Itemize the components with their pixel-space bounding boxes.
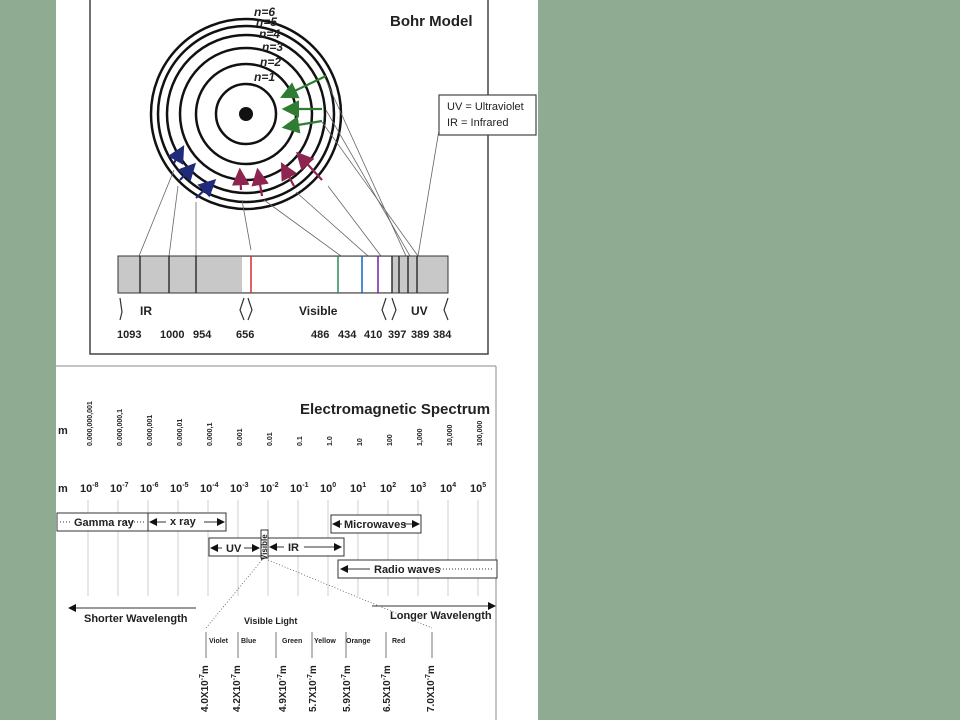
legend-ir: IR = Infrared: [447, 117, 509, 129]
color-wavelength-label: $4.0X10^{-7}m$: [199, 665, 211, 712]
power-tick-label: $10^1$: [350, 482, 367, 495]
power-tick-label: $10^{-1}$: [290, 482, 309, 495]
wl-486: 486: [311, 329, 330, 341]
region-label-ir: IR: [140, 304, 152, 318]
region-brackets: [120, 298, 448, 320]
power-tick-label: $10^{-3}$: [230, 482, 249, 495]
power-tick-label: $10^0$: [320, 482, 337, 495]
power-tick-label: $10^2$: [380, 482, 397, 495]
region-label-visible: Visible: [299, 304, 338, 318]
power-tick-label: $10^{-7}$: [110, 482, 129, 495]
power-tick-label: $10^{-5}$: [170, 482, 189, 495]
power-tick-label: $10^{-8}$: [80, 482, 99, 495]
nucleus: [239, 107, 253, 121]
band-label-radio: Radio waves: [374, 564, 441, 576]
power-tick-label: $10^4$: [440, 482, 457, 495]
decimal-tick-label: 0.000,1: [207, 422, 214, 446]
visible-wavelengths: [199, 665, 437, 712]
wl-1093: 1093: [117, 329, 142, 341]
wl-397: 397: [388, 329, 407, 341]
color-wavelength-label: $4.2X10^{-7}m$: [231, 665, 243, 712]
figure-sheet: [56, 0, 538, 720]
orbit-label-1: n=1: [254, 70, 276, 84]
color-label: Green: [282, 638, 303, 645]
power-tick-label: $10^3$: [410, 482, 427, 495]
wl-384: 384: [433, 329, 452, 341]
band-label-uv: UV: [226, 543, 242, 555]
orbit-label-2: n=2: [260, 55, 282, 69]
color-wavelength-label: $7.0X10^{-7}m$: [425, 665, 437, 712]
power-tick-label: $10^{-6}$: [140, 482, 159, 495]
orbit-label-4: n=4: [259, 27, 281, 41]
power-unit-label: m: [58, 483, 68, 495]
color-wavelength-label: $6.5X10^{-7}m$: [381, 665, 393, 712]
power-tick-label: $10^{-2}$: [260, 482, 279, 495]
em-panel: [56, 366, 497, 720]
band-label-microwaves: Microwaves: [344, 519, 407, 531]
orbit-label-6: n=6: [254, 5, 276, 19]
decimal-tick-label: 0.001: [237, 428, 244, 446]
color-label: Violet: [209, 638, 228, 645]
wl-389: 389: [411, 329, 430, 341]
decimal-tick-label: 0.01: [267, 432, 274, 446]
decimal-tick-label: 0.000,001: [147, 414, 154, 446]
wavelength-labels: [117, 329, 452, 341]
orbit-label-3: n=3: [262, 40, 284, 54]
decimal-tick-label: 1,000: [417, 428, 424, 446]
visible-region-fill: [242, 257, 392, 292]
color-label: Red: [392, 638, 406, 645]
power-tick-label: $10^5$: [470, 482, 487, 495]
decimal-tick-label: 0.1: [297, 436, 304, 446]
decimal-tick-label: 10,000: [447, 424, 454, 446]
em-title: Electromagnetic Spectrum: [300, 401, 491, 418]
decimal-tick-label: 0.000,01: [177, 418, 184, 446]
wl-434: 434: [338, 329, 357, 341]
orbit-labels: [254, 5, 283, 84]
wl-954: 954: [193, 329, 212, 341]
band-label-visible: Visible: [260, 534, 269, 560]
band-label-gamma: Gamma ray: [74, 517, 134, 529]
legend-uv: UV = Ultraviolet: [447, 101, 524, 113]
decimal-tick-label: 0.000,000,001: [87, 401, 94, 446]
decimal-tick-label: 1.0: [327, 436, 334, 446]
band-label-ir: IR: [288, 542, 299, 554]
power-tick-label: $10^{-4}$: [200, 482, 219, 495]
shorter-wavelength-label: Shorter Wavelength: [84, 613, 188, 625]
arrow-vis-1: [240, 172, 241, 190]
band-label-xray: x ray: [170, 516, 196, 528]
wl-656: 656: [236, 329, 255, 341]
bohr-panel: [90, 0, 536, 354]
power-scale: [80, 482, 486, 495]
decimal-tick-label: 0.000,000,1: [117, 409, 124, 446]
color-wavelength-label: $4.9X10^{-7}m$: [277, 665, 289, 712]
color-label: Yellow: [314, 638, 336, 645]
bohr-title: Bohr Model: [390, 13, 473, 30]
color-label: Blue: [241, 638, 257, 645]
decimal-unit-label: m: [58, 425, 68, 437]
orbit-label-5: n=5: [256, 15, 278, 29]
decimal-tick-label: 10: [357, 438, 364, 446]
color-label: Orange: [346, 638, 371, 645]
wl-1000: 1000: [160, 329, 185, 341]
visible-light-title: Visible Light: [244, 616, 298, 626]
decimal-tick-label: 100,000: [477, 420, 484, 446]
connector-lines: [139, 80, 439, 256]
decimal-tick-label: 100: [387, 434, 394, 446]
arrow-uv-3: [286, 121, 322, 127]
wl-410: 410: [364, 329, 383, 341]
region-label-uv: UV: [411, 304, 428, 318]
color-wavelength-label: $5.7X10^{-7}m$: [307, 665, 319, 712]
longer-wavelength-label: Longer Wavelength: [390, 610, 492, 622]
visible-colors: [206, 632, 432, 658]
color-wavelength-label: $5.9X10^{-7}m$: [341, 665, 353, 712]
figure-svg: [56, 0, 538, 720]
